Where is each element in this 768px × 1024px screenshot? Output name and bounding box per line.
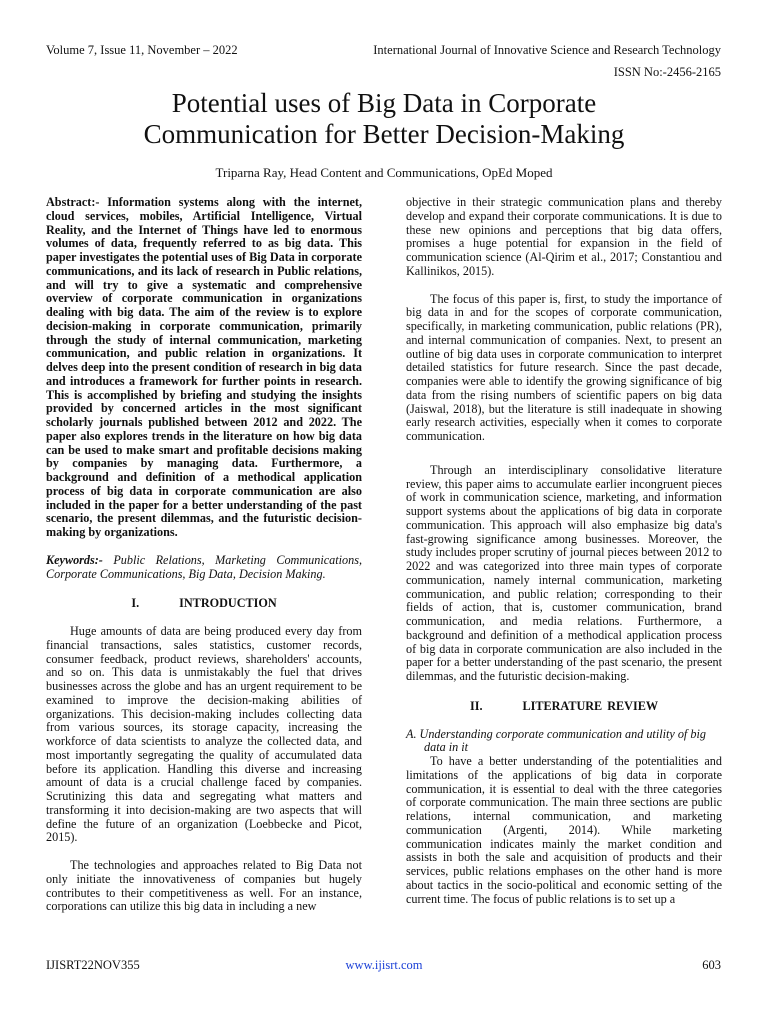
- section-number: I.: [131, 596, 140, 611]
- issn-number: ISSN No:-2456-2165: [613, 65, 721, 79]
- paper-title: [0, 88, 768, 150]
- journal-name: International Journal of Innovative Science and Research Technology: [373, 43, 721, 57]
- abstract: Abstract:- Information systems along with the internet, cloud services, mobiles, Artificial Intelligence, Virtual Reality, and the Internet of Things have led to enormous volumes of data, frequently referred to as big data. This paper investigates the potential uses of Big Data in corporate communications, and its lack of research in Public relations, and will try to give a systematic and comprehensive overview of corporate communication in organizations dealing with big data. The aim of the review is to explore decision-making in corporate communication, primarily through the study of internal communication, marketing communication, and public relation in organizations. It delves deep into the present condition of research in big data and introduces a framework for further points in research. This is accomplished by briefing and studying the insights provided by concerned articles in the most significant scholarly journals published between 2012 and 2022. The paper also explores trends in the literature on how big data can be used to make smart and profitable decisions making by companies by managing data. Furthermore, a background and definition of a methodical application process of big data in corporate communication are also included in the paper for a better understanding of the past scenario, the present dilemmas, and the futuristic decision-making by organizations.: [46, 195, 362, 539]
- keywords-text: Public Relations, Marketing Communications, Corporate Communications, Big Data, Decision Making.: [46, 552, 362, 581]
- intro-paragraph-2: The technologies and approaches related to Big Data not only initiate the innovativeness of companies but hugely contributes to their competitiveness as well. For an instance, corporations can utilize this big data in including a new: [46, 858, 362, 914]
- keywords-label: Keywords:-: [46, 552, 103, 567]
- keywords: [46, 554, 362, 582]
- title-line-1: Potential uses of Big Data in Corporate: [171, 88, 597, 118]
- author-line: Triparna Ray, Head Content and Communications, OpEd Moped: [215, 165, 553, 180]
- intro-paragraph-1: Huge amounts of data are being produced every day from financial transactions, sales statistics, customer records, consumer feedback, product reviews, shareholders' accounts, and so on. This data is unmistakably the fuel that drives businesses across the globe and has an urgent requirement to be examined to improve the decision-making abilities of organizations. This decision-making includes collecting data from various sources, its storage capacity, increasing the workforce of data scientists to analyze the collected data, and most importantly segregating the quality of accumulated data before its application. Handling this diverse and increasing amount of data is a crucial challenge faced by companies. Scrutinizing this data and segregating what matters and transforming it into decision-making are two aspects that will define the future of an organization (Loebbecke and Picot, 2015).: [46, 624, 362, 845]
- page-number: 603: [702, 958, 721, 972]
- right-paragraph-3: Through an interdisciplinary consolidative literature review, this paper aims to accumulate earlier incongruent pieces of work in communication science, marketing, and information support systems about the applications of big data in corporate communication. This approach will also emphasize big data's fast-growing significance among businesses. Moreover, the study includes proper scrutiny of journal pieces between 2012 to 2022 and was categorized into three main types of corporate communication, namely internal communication, marketing communication, and public relation; corresponding to their fields of action, that is, customer communication, brand communication, and media relations. Furthermore, a background and definition of a methodical application process of big data in corporate communication are also included in the paper for a better understanding of the past scenario, the present dilemmas, and the futuristic decision-making.: [406, 462, 722, 683]
- right-column: [406, 196, 722, 906]
- section-heading-literature-review: [406, 700, 722, 714]
- title-line-2: Communication for Better Decision-Making: [143, 119, 625, 149]
- section-number: II.: [469, 698, 483, 713]
- section-heading-introduction: [46, 597, 362, 611]
- right-paragraph-1: objective in their strategic communication plans and thereby develop and expand their corporate communications. It is due to these new opinions and perceptions that big data offers, promises a huge potential for expansion in the field of communication science (Al-Qirim et al., 2017; Constantiou and Kallinikos, 2015).: [406, 195, 722, 278]
- paper-code: IJISRT22NOV355: [46, 958, 140, 972]
- left-column: [46, 196, 362, 914]
- subsection-heading-a: A. Understanding corporate communication and utility of big data in it: [406, 726, 706, 755]
- section-title: INTRODUCTION: [179, 596, 277, 611]
- website-link[interactable]: www.ijisrt.com: [345, 958, 423, 972]
- section-title: LITERATURE REVIEW: [522, 698, 659, 713]
- right-paragraph-2: The focus of this paper is, first, to study the importance of big data in and for the scopes of corporate communication, specifically, in marketing communication, public relations (PR), and internal communication of companies. Next, to present an outline of big data uses in corporate communication to interpret detailed statistics for future research. Since the past decade, companies were able to identify the growing significance of big data from the rising numbers of scientific papers on big data (Jaiswal, 2018), but the literature is still inadequate in showing early research activities, especially when it comes to corporate communication.: [406, 291, 722, 443]
- volume-issue: Volume 7, Issue 11, November – 2022: [46, 43, 238, 57]
- literature-paragraph-1: To have a better understanding of the potentialities and limitations of the applications of big data in corporate communication, it is essential to deal with the three categories of corporate communication. The main three sections are public relations, internal communication, and marketing communication (Argenti, 2014). While marketing communication indicates mainly the market condition and assists in both the sale and acquisition of products and their services, public relations emphases on the other hand is more about tactics in the socio-political and economic setting of the current time. The focus of public relations is to set up a: [406, 754, 722, 906]
